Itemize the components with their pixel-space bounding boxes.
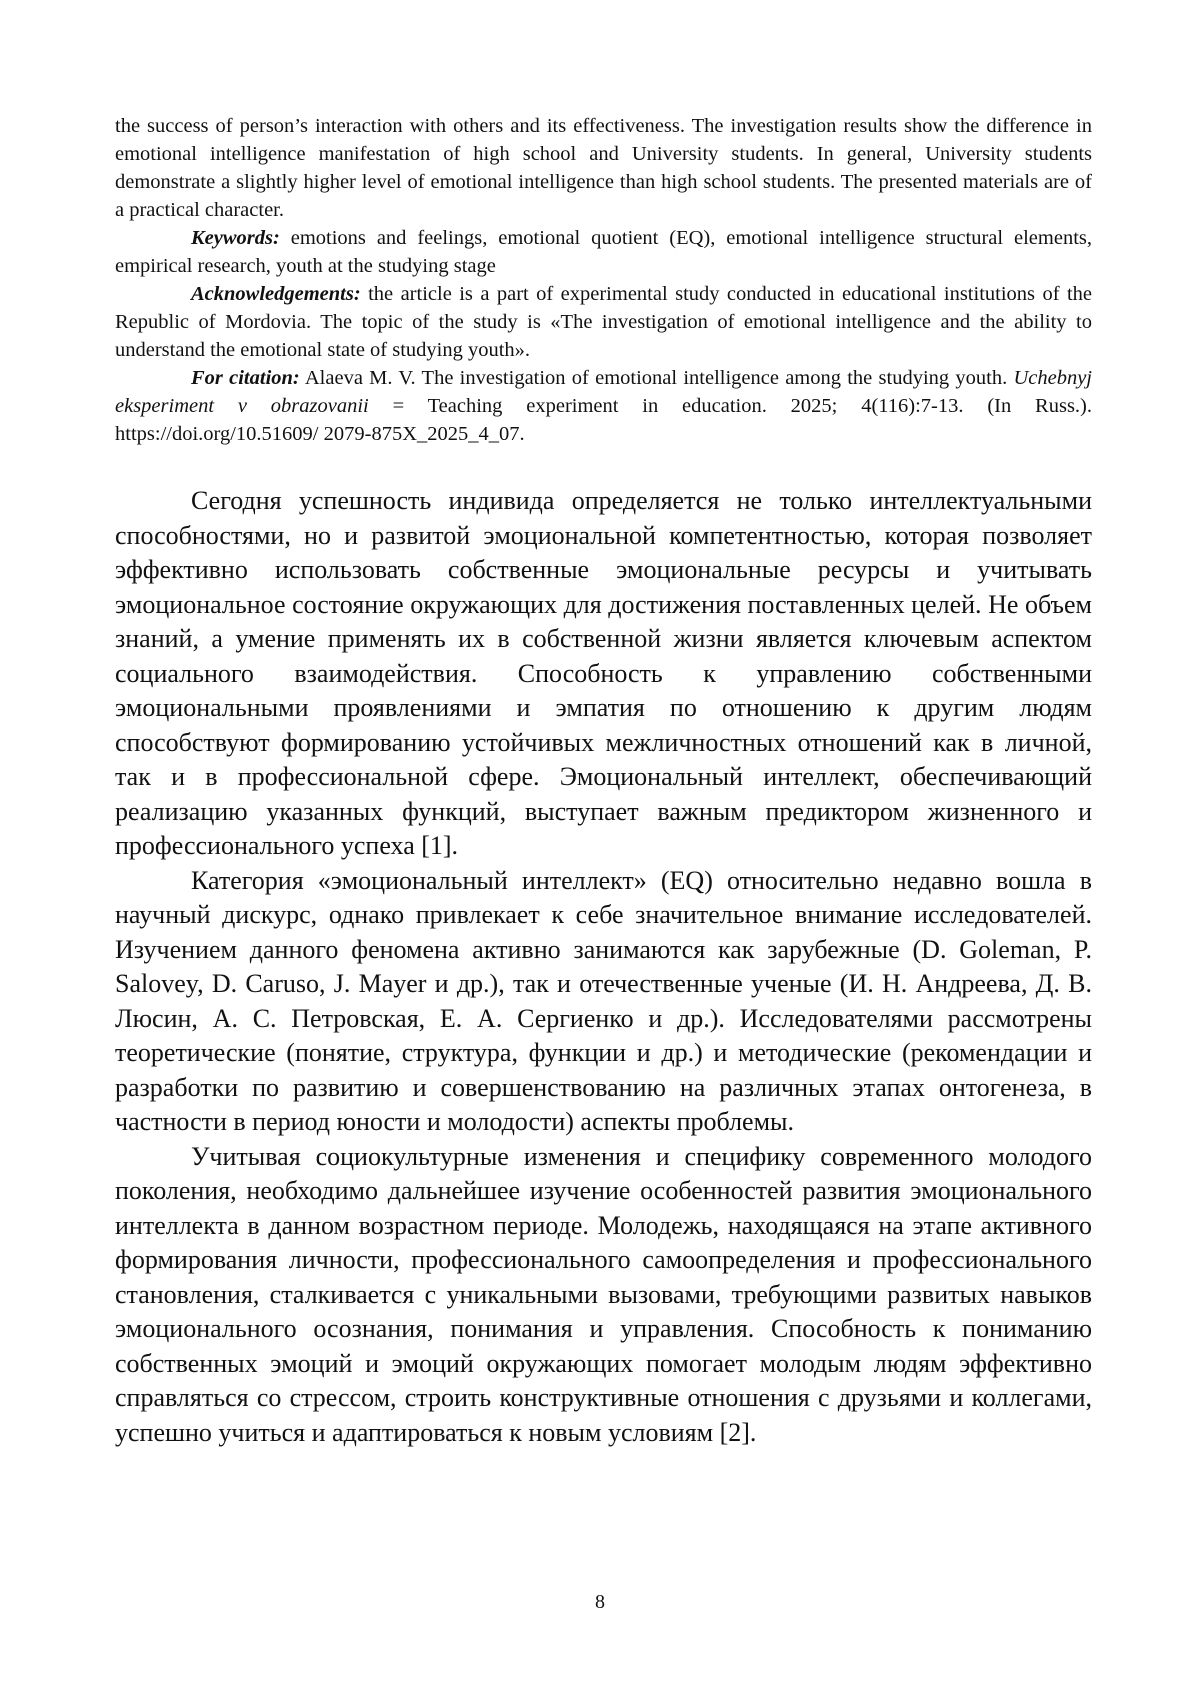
page-number: 8 [595,1591,605,1613]
acknowledgements [115,280,1092,364]
citation-label: For citation: [191,367,300,389]
keywords [115,224,1092,280]
citation-journal: Uchebnyj eksperiment v obrazovanii [115,367,1092,417]
acknowledgements-label: Acknowledgements: [191,283,361,305]
body-paragraph-2: Категория «эмоциональный интеллект» (EQ) относительно недавно вошла в научный дискурс, однако привлекает к себе значительное внимание исследователей. Изучением данного феномена активно занимаются как зарубежные (D. Goleman, P. Salovey, D. Caruso, J. Mayer и др.), так и отечественные ученые (И. Н. Андреева, Д. В. Люсин, А. С. Петровская, Е. А. Сергиенко и др.). Исследователями рассмотрены теоретические (понятие, структура, функции и др.) и методические (рекомендации и разработки по развитию и совершенствованию на различных этапах онтогенеза, в частности в период юности и молодости) аспекты проблемы. [115,865,1092,1136]
acknowledgements-text: the article is a part of experimental study conducted in educational institutions of the Republic of Mordovia. The topic of the study is «The investigation of emotional intelligence and the ability to understand the emotional state of studying youth». [115,283,1092,361]
abstract-summary: the success of person’s interaction with others and its effectiveness. The investigation results show the difference in emotional intelligence manifestation of high school and University students. In general, University students demonstrate a slightly higher level of emotional intelligence than high school students. The presented materials are of a practical character. [115,115,1092,221]
citation-text-2: = Teaching experiment in education. 2025; 4(116):7-13. (In Russ.). https://doi.org/10.51609/ 2079-875X_2025_4_07. [115,395,1093,445]
keywords-label: Keywords: [191,227,280,249]
citation [115,364,1092,448]
article-body [115,484,1092,1450]
keywords-text: emotions and feelings, emotional quotient (EQ), emotional intelligence structural elements, empirical research, youth at the studying stage [115,227,1092,277]
english-abstract [115,112,1092,448]
body-paragraph-3: Учитывая социокультурные изменения и специфику современного молодого поколения, необходимо дальнейшее изучение особенностей развития эмоционального интеллекта в данном возрастном периоде. Молодежь, находящаяся на этапе активного формирования личности, профессионального самоопределения и профессионального становления, сталкивается с уникальными вызовами, требующими развитых навыков эмоционального осознания, понимания и управления. Способность к пониманию собственных эмоций и эмоций окружающих помогает молодым людям эффективно справляться со стрессом, строить конструктивные отношения с друзьями и коллегами, успешно учиться и адаптироваться к новым условиям [2]. [115,1141,1092,1447]
page-content [115,112,1092,1450]
body-paragraph-1: Сегодня успешность индивида определяется не только интеллектуальными способностями, но и развитой эмоциональной компетентностью, которая позволяет эффективно использовать собственные эмоциональные ресурсы и учитывать эмоциональное состояние окружающих для достижения поставленных целей. Не объем знаний, а умение применять их в собственной жизни является ключевым аспектом социального взаимодействия. Способность к управлению собственными эмоциональными проявлениями и эмпатия по отношению к другим людям способствуют формированию устойчивых межличностных отношений как в личной, так и в профессиональной сфере. Эмоциональный интеллект, обеспечивающий реализацию указанных функций, выступает важным предиктором жизненного и профессионального успеха [1]. [115,486,1092,860]
citation-text-1: Alaeva M. V. The investigation of emotional intelligence among the studying youth. [299,367,1014,389]
